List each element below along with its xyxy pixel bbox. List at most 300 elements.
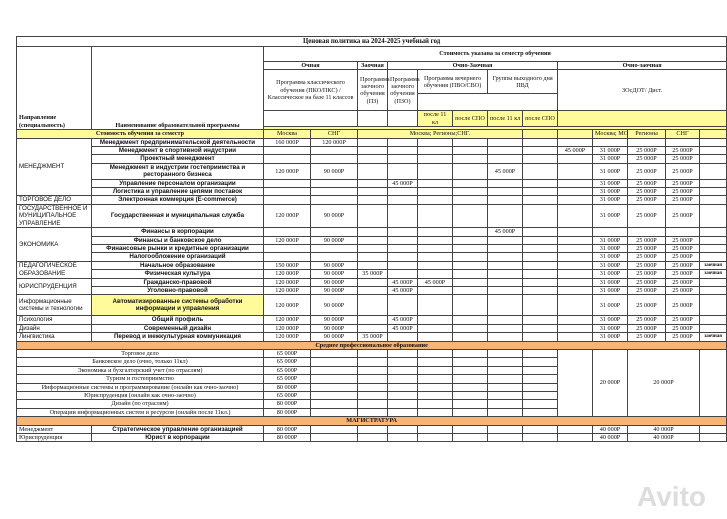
price-d4: 25 000Р (666, 196, 700, 204)
empty-cell (488, 392, 523, 400)
price-z (358, 324, 388, 332)
price-d1 (558, 163, 593, 179)
spo-price: 65 000Р (264, 349, 311, 357)
price-d1 (558, 244, 593, 252)
price-ev (418, 236, 453, 244)
spo-price: 65 000Р (264, 366, 311, 374)
empty-cell (453, 316, 488, 324)
direction-header: Направление (специальность) (17, 47, 92, 130)
table-row (17, 333, 727, 341)
empty-cell (418, 392, 453, 400)
price-pzo (388, 228, 418, 236)
price-wk (488, 278, 523, 286)
price-d1 (558, 204, 593, 227)
weekend-header: Группы выходного дня ПВД (488, 70, 558, 94)
empty-cell (700, 349, 727, 416)
price-d4: 25 000Р (666, 204, 700, 227)
empty-cell (358, 400, 388, 408)
section-magistr: МАГИСТРАТУРА (17, 417, 727, 425)
empty-cell (388, 383, 418, 391)
empty-cell (700, 130, 727, 138)
price-m: 120 000Р (264, 236, 311, 244)
price-d2: 31 000Р (593, 333, 628, 341)
price-wk (488, 236, 523, 244)
program-name: Государственная и муниципальная служба (92, 204, 264, 227)
empty-cell (311, 375, 358, 383)
price-d1 (558, 316, 593, 324)
price-ev: 45 000Р (418, 278, 453, 286)
price-wk (488, 295, 523, 316)
empty-cell (358, 366, 388, 374)
price-d4: 25 000Р (666, 316, 700, 324)
price-pzo (388, 261, 418, 269)
program-name: Менеджмент в спортивной индустрии (92, 147, 264, 155)
price-wk (488, 155, 523, 163)
price-note: заочная (700, 270, 727, 278)
price-d2: 31 000Р (593, 147, 628, 155)
price-m: 120 000Р (264, 204, 311, 227)
program-name: Физическая культура (92, 270, 264, 278)
price-note (700, 179, 727, 187)
empty-cell (558, 434, 593, 442)
price-d3: 25 000Р (628, 236, 666, 244)
empty-cell (311, 383, 358, 391)
table-row (17, 244, 727, 252)
empty-cell (453, 204, 488, 227)
empty-cell (523, 228, 558, 236)
price-s (311, 188, 358, 196)
empty-cell (388, 425, 418, 433)
empty-cell (488, 383, 523, 391)
price-ev (418, 163, 453, 179)
empty-cell (523, 392, 558, 400)
empty-cell (488, 349, 523, 357)
empty-cell (418, 400, 453, 408)
price-d1 (558, 228, 593, 236)
program-name: Менеджмент в индустрии гостеприимства и ресторанного бизнеса (92, 163, 264, 179)
price-wk (488, 316, 523, 324)
price-note (700, 295, 727, 316)
price-s: 90 000Р (311, 270, 358, 278)
table-row (17, 261, 727, 269)
cost-regions: Регионы (628, 130, 666, 138)
price-ev (418, 333, 453, 341)
evening-header: Программа вечернего обучения (ПВО/СВО) (418, 70, 488, 94)
cost-row-label: Стоимость обучения за семестр (17, 130, 264, 138)
price-d4: 25 000Р (666, 179, 700, 187)
direction-law: ЮРИСПРУДЕНЦИЯ (17, 278, 92, 295)
empty-cell (418, 366, 453, 374)
cost-sng2: СНГ (666, 130, 700, 138)
empty-cell (453, 434, 488, 442)
spo-distant-a: 20 000Р (593, 349, 628, 416)
price-wk (488, 244, 523, 252)
price-d4 (666, 138, 700, 146)
empty-cell (488, 408, 523, 416)
price-d3 (628, 138, 666, 146)
direction-economics: ЭКОНОМИКА (17, 228, 92, 262)
price-d1: 45 000Р (558, 147, 593, 155)
price-pzo (388, 244, 418, 252)
price-z (358, 179, 388, 187)
empty-cell (418, 375, 453, 383)
price-m: 120 000Р (264, 163, 311, 179)
empty-cell (388, 434, 418, 442)
empty-cell (523, 147, 558, 155)
price-d3: 25 000Р (628, 196, 666, 204)
price-wk (488, 196, 523, 204)
empty-cell (523, 163, 558, 179)
price-d4: 25 000Р (666, 236, 700, 244)
price-m: 120 000Р (264, 295, 311, 316)
table-row (17, 425, 727, 433)
price-z (358, 188, 388, 196)
empty-cell (358, 375, 388, 383)
price-note: заочная (700, 261, 727, 269)
price-d2: 31 000Р (593, 278, 628, 286)
price-ev (418, 179, 453, 187)
price-d2: 31 000Р (593, 163, 628, 179)
price-d3: 25 000Р (628, 324, 666, 332)
price-z (358, 278, 388, 286)
price-d4: 25 000Р (666, 188, 700, 196)
price-s: 90 000Р (311, 333, 358, 341)
price-m (264, 188, 311, 196)
price-d2: 31 000Р (593, 253, 628, 261)
ochno-zaochnaya-header-2: Очно-заочная (558, 62, 727, 70)
empty-cell (523, 244, 558, 252)
program-name: Менеджмент предпринимательской деятельности (92, 138, 264, 146)
price-wk (488, 204, 523, 227)
empty-cell (418, 408, 453, 416)
program-name: Гражданско-правовой (92, 278, 264, 286)
price-s (311, 155, 358, 163)
empty-cell (453, 188, 488, 196)
price-d1 (558, 155, 593, 163)
price-ev (418, 155, 453, 163)
price-d3: 25 000Р (628, 278, 666, 286)
mag-distant-b: 40 000Р (628, 434, 700, 442)
price-s: 90 000Р (311, 204, 358, 227)
price-d1 (558, 324, 593, 332)
empty-cell (388, 375, 418, 383)
spo-program-name: Торговое дело (17, 349, 264, 357)
spo-price: 65 000Р (264, 392, 311, 400)
price-pzo (388, 270, 418, 278)
direction-psychology: Психология (17, 316, 92, 324)
price-note (700, 196, 727, 204)
direction-mag_management: Менеджмент (17, 425, 92, 433)
price-d2: 31 000Р (593, 295, 628, 316)
price-ev (418, 324, 453, 332)
empty-cell (523, 425, 558, 433)
price-s (311, 196, 358, 204)
price-ev (418, 295, 453, 316)
price-pzo: 45 000Р (388, 324, 418, 332)
price-note (700, 155, 727, 163)
price-d2: 31 000Р (593, 286, 628, 294)
empty-cell (488, 358, 523, 366)
price-d3: 25 000Р (628, 295, 666, 316)
empty-cell (453, 228, 488, 236)
program-name: Финансовые рынки и кредитные организации (92, 244, 264, 252)
price-d3: 25 000Р (628, 253, 666, 261)
empty-cell (523, 316, 558, 324)
empty-cell (523, 434, 558, 442)
empty-cell (523, 270, 558, 278)
price-d2: 31 000Р (593, 179, 628, 187)
price-note (700, 204, 727, 227)
direction-trade: ТОРГОВОЕ ДЕЛО (17, 196, 92, 204)
price-m: 120 000Р (264, 316, 311, 324)
table-row (17, 196, 727, 204)
empty-cell (311, 400, 358, 408)
direction-design: Дизайн (17, 324, 92, 332)
mag-distant-a: 40 000Р (593, 425, 628, 433)
price-d4: 25 000Р (666, 333, 700, 341)
price-d4: 25 000Р (666, 270, 700, 278)
price-s: 90 000Р (311, 316, 358, 324)
price-pzo (388, 155, 418, 163)
spo-program-name: Юриспруденция (онлайн как очно-заочно) (17, 392, 264, 400)
empty-cell (453, 392, 488, 400)
price-m: 160 000Р (264, 138, 311, 146)
table-row (17, 163, 727, 179)
price-m (264, 179, 311, 187)
spo-program-name: Дизайн (по отраслям) (17, 400, 264, 408)
afterspo-header: после СПО (453, 111, 488, 127)
pzo-header: Программа заочного обучения (ПЗО) (388, 70, 418, 111)
program-name: Финансы в корпорации (92, 228, 264, 236)
price-d4: 25 000Р (666, 324, 700, 332)
price-d1 (558, 179, 593, 187)
direction-gmu: ГОСУДАРСТВЕННОЕ И МУНИЦИПАЛЬНОЕ УПРАВЛЕНИЕ (17, 204, 92, 227)
empty-cell (453, 366, 488, 374)
spo-distant-b: 20 000Р (628, 349, 700, 416)
empty-cell (523, 324, 558, 332)
price-ev (418, 244, 453, 252)
empty-cell (388, 111, 418, 127)
price-d2 (593, 228, 628, 236)
price-ev (418, 204, 453, 227)
empty-cell (488, 400, 523, 408)
empty-cell (523, 375, 558, 383)
price-d4: 25 000Р (666, 253, 700, 261)
price-z (358, 253, 388, 261)
program-name: Современный дизайн (92, 324, 264, 332)
program-name: Логистика и управление цепями поставок (92, 188, 264, 196)
empty-cell (453, 358, 488, 366)
price-d1 (558, 196, 593, 204)
empty-cell (311, 392, 358, 400)
price-note (700, 278, 727, 286)
empty-cell (700, 425, 727, 433)
price-d2: 31 000Р (593, 188, 628, 196)
cost-sng: СНГ (311, 130, 358, 138)
price-s (311, 147, 358, 155)
empty-cell (358, 425, 388, 433)
empty-cell (358, 358, 388, 366)
price-d1 (558, 333, 593, 341)
empty-cell (523, 349, 558, 357)
price-d1 (558, 278, 593, 286)
price-note: заочная (700, 333, 727, 341)
price-pzo (388, 188, 418, 196)
empty-cell (358, 383, 388, 391)
empty-cell (311, 434, 358, 442)
empty-cell (358, 349, 388, 357)
table-row (17, 138, 727, 146)
price-d3: 25 000Р (628, 163, 666, 179)
price-wk (488, 286, 523, 294)
price-d3: 25 000Р (628, 316, 666, 324)
price-m (264, 228, 311, 236)
empty-cell (488, 425, 523, 433)
price-d2: 31 000Р (593, 270, 628, 278)
page-title: Ценовая политика на 2024-2025 учебный год (17, 37, 727, 47)
program-name: Уголовно-правовой (92, 286, 264, 294)
empty-cell (453, 333, 488, 341)
empty-cell (453, 408, 488, 416)
empty-cell (453, 278, 488, 286)
direction-mag_law: Юриспруденция (17, 434, 92, 442)
price-z (358, 196, 388, 204)
price-d4: 25 000Р (666, 147, 700, 155)
price-wk: 45 000Р (488, 228, 523, 236)
price-ev (418, 270, 453, 278)
price-d4: 25 000Р (666, 155, 700, 163)
empty-cell (418, 383, 453, 391)
table-row (17, 155, 727, 163)
empty-cell (453, 196, 488, 204)
empty-cell (388, 392, 418, 400)
spo-price: 80 000Р (264, 400, 311, 408)
table-row (17, 434, 727, 442)
price-wk (488, 138, 523, 146)
price-z: 35 000Р (358, 333, 388, 341)
price-note (700, 138, 727, 146)
price-d2: 31 000Р (593, 324, 628, 332)
price-wk (488, 188, 523, 196)
empty-cell (558, 349, 593, 416)
empty-cell (453, 244, 488, 252)
empty-cell (311, 358, 358, 366)
price-s (311, 244, 358, 252)
empty-cell (264, 111, 358, 127)
price-pzo (388, 204, 418, 227)
after11b-header: после 11 кл (488, 111, 523, 127)
empty-cell (453, 375, 488, 383)
price-ev (418, 261, 453, 269)
empty-cell (700, 434, 727, 442)
price-m: 120 000Р (264, 333, 311, 341)
price-s: 90 000Р (311, 295, 358, 316)
mag-price: 80 000Р (264, 434, 311, 442)
price-sheet (16, 36, 722, 442)
price-d3: 25 000Р (628, 244, 666, 252)
price-z (358, 286, 388, 294)
spo-program-name: Туризм и гостеприимство (17, 375, 264, 383)
price-s (311, 228, 358, 236)
mag-program-name: Стратегическое управление организацией (92, 425, 264, 433)
price-pzo: 45 000Р (388, 179, 418, 187)
price-d1 (558, 295, 593, 316)
mag-distant-b: 40 000Р (628, 425, 700, 433)
table-row (17, 179, 727, 187)
price-ev (418, 147, 453, 155)
price-z (358, 228, 388, 236)
price-d1 (558, 138, 593, 146)
empty-cell (488, 366, 523, 374)
price-d4: 25 000Р (666, 295, 700, 316)
program-name: Автоматизированные системы обработки информации и управления (92, 295, 264, 316)
mag-distant-a: 40 000Р (593, 434, 628, 442)
price-m (264, 196, 311, 204)
price-d2: 31 000Р (593, 236, 628, 244)
empty-cell (311, 366, 358, 374)
price-z (358, 138, 388, 146)
empty-cell (523, 130, 558, 138)
price-note (700, 163, 727, 179)
empty-cell (453, 383, 488, 391)
program-header: Наименование образовательной программы (92, 47, 264, 130)
price-d4 (666, 228, 700, 236)
empty-cell (453, 253, 488, 261)
price-s: 90 000Р (311, 286, 358, 294)
price-d3: 25 000Р (628, 147, 666, 155)
empty-cell (523, 295, 558, 316)
table-row (17, 278, 727, 286)
price-pzo (388, 163, 418, 179)
price-m: 120 000Р (264, 270, 311, 278)
table-row (17, 295, 727, 316)
empty-cell (453, 261, 488, 269)
price-d2: 31 000Р (593, 244, 628, 252)
price-d3: 25 000Р (628, 333, 666, 341)
empty-cell (523, 366, 558, 374)
price-d4: 25 000Р (666, 286, 700, 294)
price-d4: 25 000Р (666, 261, 700, 269)
empty-cell (358, 111, 388, 127)
empty-cell (453, 349, 488, 357)
price-s: 90 000Р (311, 163, 358, 179)
empty-cell (418, 434, 453, 442)
price-d3: 25 000Р (628, 286, 666, 294)
price-m (264, 253, 311, 261)
table-row (17, 228, 727, 236)
price-d4: 25 000Р (666, 278, 700, 286)
price-m: 120 000Р (264, 324, 311, 332)
afterspob-header: после СПО (523, 111, 558, 127)
price-s: 90 000Р (311, 324, 358, 332)
empty-cell (523, 261, 558, 269)
empty-cell (418, 425, 453, 433)
section-magistr-row (17, 417, 727, 425)
direction-pedagogy: ПЕДАГОГИЧЕСКОЕ ОБРАЗОВАНИЕ (17, 261, 92, 278)
price-z (358, 155, 388, 163)
avito-watermark: Avito (637, 481, 706, 512)
price-note (700, 147, 727, 155)
price-d2: 31 000Р (593, 196, 628, 204)
price-s: 90 000Р (311, 236, 358, 244)
table-row (17, 316, 727, 324)
empty-cell (523, 138, 558, 146)
price-z (358, 295, 388, 316)
price-pzo: 45 000Р (388, 278, 418, 286)
empty-cell (523, 400, 558, 408)
direction-linguistics: Лингвистика (17, 333, 92, 341)
ochno-zaochnaya-header: Очно-Заочная (388, 62, 558, 70)
